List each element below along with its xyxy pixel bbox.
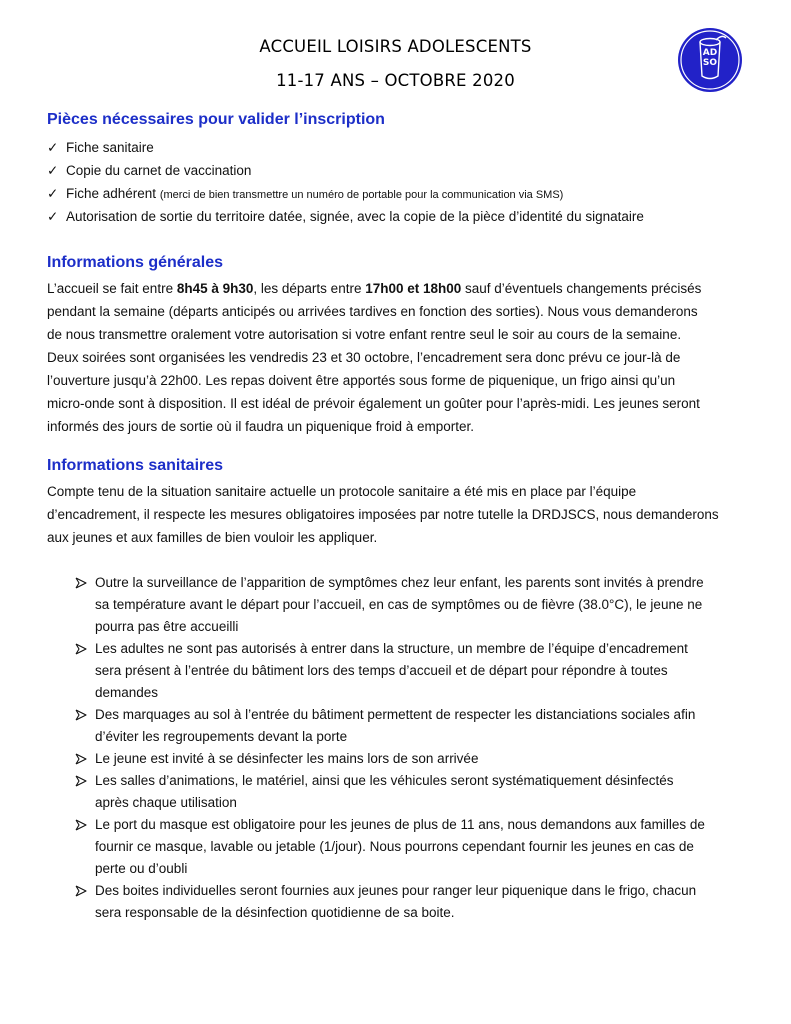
sanitary-intro [47,480,747,549]
bullet-item [74,748,754,770]
check-icon: ✓ [47,209,59,224]
paragraph-line: micro-onde sont à disposition. Il est idéal de prévoir également un goûter pour l’après-midi. Les jeunes seront [47,396,700,411]
arrival-hours: 8h45 à 9h30 [176,281,254,296]
checklist-text: Fiche sanitaire [66,140,154,155]
pieces-checklist [47,136,747,228]
document-title: ACCUEIL LOISIRS ADOLESCENTS [259,37,532,56]
arrow-bullet-icon [73,638,89,660]
checklist-text: Fiche adhérent [66,186,157,201]
paragraph-line: de nous transmettre oralement votre autorisation si votre enfant rentre seul le soir au cours de la semaine. [47,327,682,342]
bullet-item [74,572,754,638]
arrow-bullet-icon [73,572,89,594]
paragraph-line: Deux soirées sont organisées les vendredis 23 et 30 octobre, l’encadrement sera donc prévu ce jour-là de [47,350,681,365]
logo-line-1: AD [702,48,718,58]
check-icon: ✓ [47,186,59,201]
pieces-heading: Pièces nécessaires pour valider l’inscription [47,111,385,128]
arrow-bullet-icon [73,748,89,770]
bullet-line: Outre la surveillance de l’apparition de symptômes chez leur enfant, les parents sont invités à prendre [95,575,704,590]
checklist-item [47,182,747,205]
checklist-note: (merci de bien transmettre un numéro de portable pour la communication via SMS) [159,189,564,201]
arrow-bullet-icon [73,880,89,902]
bullet-item [74,880,754,924]
bullet-line: sera responsable de la désinfection quotidienne de sa boite. [95,905,455,920]
bullet-line: après chaque utilisation [95,795,237,810]
arrow-bullet-icon [73,770,89,792]
departure-hours: 17h00 et 18h00 [365,281,462,296]
bullet-line: Les adultes ne sont pas autorisés à entrer dans la structure, un membre de l’équipe d’encadrement [95,641,688,656]
bullet-line: d’éviter les regroupements devant la porte [95,729,348,744]
general-paragraph [47,277,747,438]
title-block [0,30,791,98]
paragraph-line: l’ouverture jusqu’à 22h00. Les repas doivent être apportés sous forme de piquenique, un frigo ainsi qu’un [47,373,676,388]
paragraph-line [47,277,747,300]
bullet-line: Le port du masque est obligatoire pour les jeunes de plus de 11 ans, nous demandons aux familles de [95,817,705,832]
text-run: L’accueil se fait entre [47,281,177,296]
checklist-item [47,159,747,182]
paragraph-line: d’encadrement, il respecte les mesures obligatoires imposées par notre tutelle la DRDJSCS, nous demanderons [47,507,719,522]
arrow-bullet-icon [73,704,89,726]
bullet-line: Des boites individuelles seront fournies aux jeunes pour ranger leur piquenique dans le frigo, chacun [95,883,697,898]
bullet-line: Des marquages au sol à l’entrée du bâtiment permettent de respecter les distanciations sociales afin [95,707,696,722]
sanitary-bullets [74,572,754,924]
logo-lettering [678,48,742,68]
paragraph-line: aux jeunes et aux familles de bien vouloir les appliquer. [47,530,378,545]
bullet-line: Le jeune est invité à se désinfecter les mains lors de son arrivée [95,751,479,766]
sanitary-heading: Informations sanitaires [47,457,224,474]
text-run: sauf d’éventuels changements précisés [461,281,702,296]
bullet-line: pourra pas être accueilli [95,619,239,634]
logo-line-2: SO [702,58,718,68]
paragraph-line: informés des jours de sortie où il faudra un piquenique froid à emporter. [47,419,474,434]
bullet-item [74,704,754,748]
bullet-line: fournir ce masque, lavable ou jetable (1/jour). Nous pourrons cependant fournir les jeunes en cas de [95,839,694,854]
checklist-text: Autorisation de sortie du territoire datée, signée, avec la copie de la pièce d’identité du signataire [66,209,644,224]
checklist-item [47,205,747,228]
bullet-item [74,770,754,814]
adso-logo [678,28,742,92]
bullet-line: sera présent à l’entrée du bâtiment lors des temps d’accueil et de départ pour répondre à toutes [95,663,668,678]
paragraph-line: pendant la semaine (départs anticipés ou arrivées tardives en fonction des sorties). Nous vous demanderons [47,304,698,319]
check-icon: ✓ [47,140,59,155]
paragraph-line: Compte tenu de la situation sanitaire actuelle un protocole sanitaire a été mis en place par l’équipe [47,484,637,499]
text-run: , les départs entre [253,281,366,296]
bullet-line: perte ou d’oubli [95,861,188,876]
arrow-bullet-icon [73,814,89,836]
checklist-text: Copie du carnet de vaccination [66,163,252,178]
bullet-line: sa température avant le départ pour l’accueil, en cas de symptômes ou de fièvre (38.0°C), le jeune ne [95,597,703,612]
general-heading: Informations générales [47,254,224,271]
checklist-item [47,136,747,159]
bullet-item [74,638,754,704]
bullet-line: demandes [95,685,159,700]
check-icon: ✓ [47,163,59,178]
bullet-item [74,814,754,880]
document-subtitle: 11-17 ANS – OCTOBRE 2020 [276,71,515,90]
bullet-line: Les salles d’animations, le matériel, ainsi que les véhicules seront systématiquement désinfectés [95,773,674,788]
